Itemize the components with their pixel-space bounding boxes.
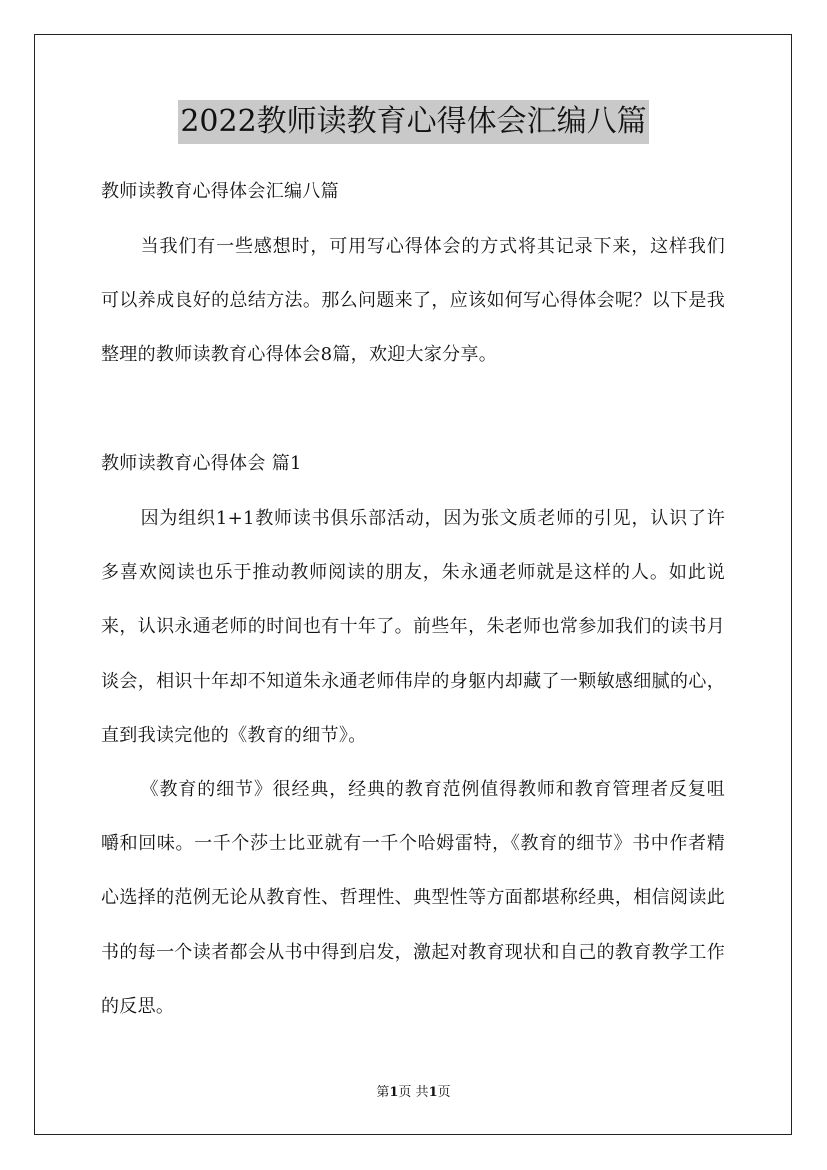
document-subtitle: 教师读教育心得体会汇编八篇 [101, 181, 339, 202]
section-heading-block [101, 437, 725, 491]
page-current-number: 1 [389, 1085, 399, 1100]
title-container [0, 100, 827, 144]
section-body [101, 492, 725, 1034]
intro-block [101, 220, 725, 383]
page-footer [0, 1084, 827, 1102]
page-label-suffix: 页 [437, 1085, 451, 1100]
section-heading: 教师读教育心得体会 篇1 [101, 453, 302, 474]
document-title: 2022教师读教育心得体会汇编八篇 [178, 100, 648, 144]
body-paragraph-1: 因为组织1+1教师读书俱乐部活动，因为张文质老师的引见，认识了许多喜欢阅读也乐于推动教师阅读的朋友，朱永通老师就是这样的人。如此说来，认识永通老师的时间也有十年了。前些年，朱老师也常参加我们的读书月谈会，相识十年却不知道朱永通老师伟岸的身躯内却藏了一颗敏感细腻的心，直到我读完他的《教育的细节》。 [101, 508, 725, 746]
page-total-number: 1 [428, 1085, 438, 1100]
body-paragraph-2: 《教育的细节》很经典，经典的教育范例值得教师和教育管理者反复咀嚼和回味。一千个莎士比亚就有一千个哈姆雷特，《教育的细节》书中作者精心选择的范例无论从教育性、哲理性、典型性等方面都堪称经典，相信阅读此书的每一个读者都会从书中得到启发，激起对教育现状和自己的教育教学工作的反思。 [101, 779, 725, 1017]
page-label-prefix: 第 [376, 1085, 390, 1100]
page-label-mid: 页 共 [398, 1085, 429, 1100]
document-subtitle-block [101, 165, 725, 219]
intro-paragraph: 当我们有一些感想时，可用写心得体会的方式将其记录下来，这样我们可以养成良好的总结方法。那么问题来了，应该如何写心得体会呢？以下是我整理的教师读教育心得体会8篇，欢迎大家分享。 [101, 236, 725, 366]
